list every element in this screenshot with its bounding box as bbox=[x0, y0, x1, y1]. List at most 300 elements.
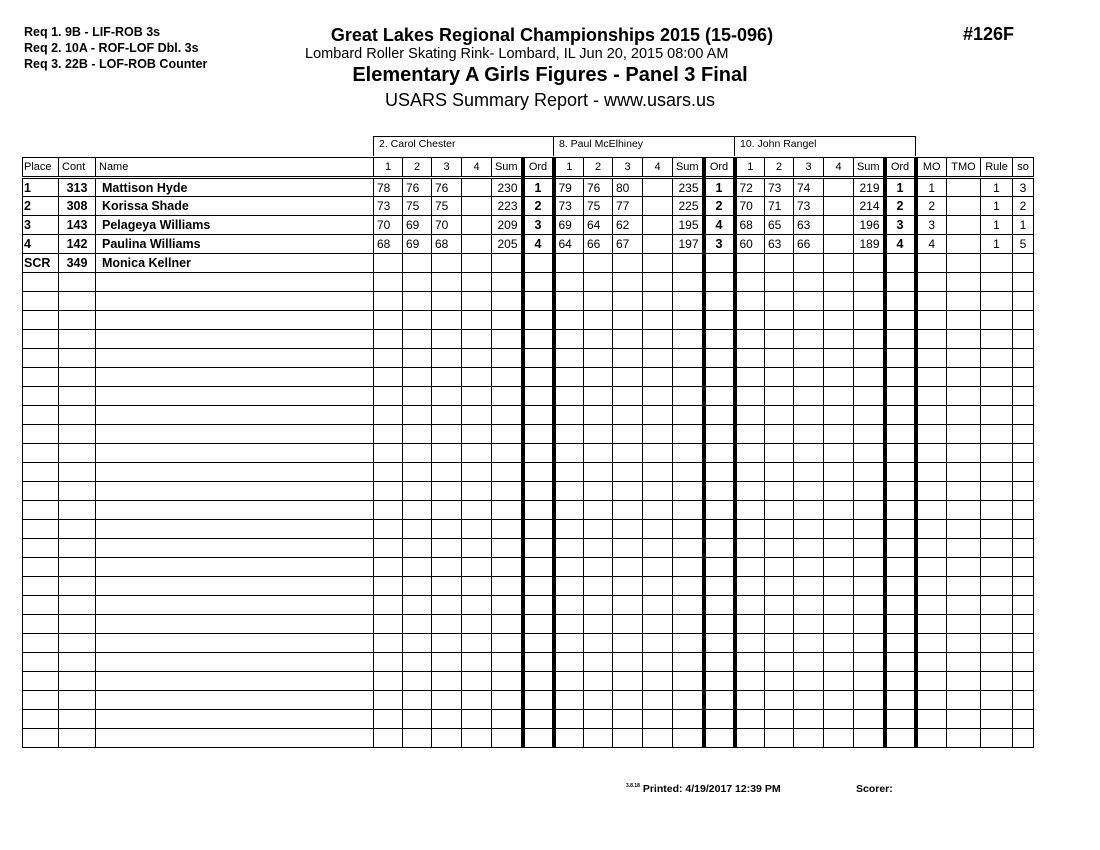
empty-cell bbox=[523, 577, 554, 596]
score-cell: 69 bbox=[554, 216, 584, 235]
score-cell: 63 bbox=[794, 216, 824, 235]
empty-cell bbox=[735, 444, 765, 463]
empty-cell bbox=[981, 691, 1013, 710]
col-j2-ord: Ord bbox=[704, 158, 735, 178]
empty-cell bbox=[492, 672, 523, 691]
empty-cell bbox=[765, 596, 794, 615]
empty-cell bbox=[704, 672, 735, 691]
empty-cell bbox=[613, 672, 643, 691]
empty-cell bbox=[462, 710, 492, 729]
empty-cell bbox=[916, 558, 947, 577]
empty-cell bbox=[643, 615, 673, 634]
empty-cell bbox=[854, 653, 885, 672]
sum-cell: 209 bbox=[492, 216, 523, 235]
table-row bbox=[23, 178, 1034, 197]
empty-cell bbox=[704, 596, 735, 615]
score-cell: 75 bbox=[584, 197, 613, 216]
empty-cell bbox=[374, 273, 403, 292]
empty-cell bbox=[916, 482, 947, 501]
empty-row bbox=[23, 463, 1034, 482]
so-cell: 1 bbox=[1013, 216, 1034, 235]
empty-row bbox=[23, 691, 1034, 710]
empty-cell bbox=[59, 349, 96, 368]
empty-cell bbox=[824, 387, 854, 406]
empty-cell bbox=[584, 501, 613, 520]
empty-cell bbox=[673, 615, 704, 634]
header-row bbox=[23, 158, 1034, 178]
empty-cell bbox=[947, 425, 981, 444]
empty-cell bbox=[854, 710, 885, 729]
empty-cell bbox=[824, 653, 854, 672]
col-j3-fig3: 3 bbox=[794, 158, 824, 178]
empty-cell bbox=[824, 292, 854, 311]
empty-cell bbox=[554, 273, 584, 292]
empty-cell bbox=[794, 653, 824, 672]
empty-cell bbox=[462, 368, 492, 387]
requirement-1: Req 1. 9B - LIF-ROB 3s bbox=[24, 25, 161, 39]
col-j1-ord: Ord bbox=[523, 158, 554, 178]
empty-cell bbox=[765, 330, 794, 349]
col-j2-sum: Sum bbox=[673, 158, 704, 178]
empty-cell bbox=[947, 672, 981, 691]
empty-cell bbox=[23, 596, 59, 615]
col-mo: MO bbox=[916, 158, 947, 178]
empty-cell bbox=[523, 653, 554, 672]
empty-cell bbox=[704, 444, 735, 463]
empty-cell bbox=[794, 330, 824, 349]
empty-cell bbox=[23, 520, 59, 539]
empty-cell bbox=[824, 425, 854, 444]
empty-cell bbox=[854, 387, 885, 406]
ord-cell: 2 bbox=[704, 197, 735, 216]
col-cont: Cont bbox=[59, 158, 96, 178]
empty-cell bbox=[403, 672, 432, 691]
empty-cell bbox=[523, 349, 554, 368]
tmo-cell bbox=[947, 197, 981, 216]
empty-cell bbox=[492, 311, 523, 330]
empty-cell bbox=[885, 311, 916, 330]
empty-cell bbox=[824, 330, 854, 349]
score-cell bbox=[374, 254, 403, 273]
empty-cell bbox=[947, 710, 981, 729]
empty-row bbox=[23, 406, 1034, 425]
empty-cell bbox=[462, 729, 492, 748]
empty-cell bbox=[523, 710, 554, 729]
empty-cell bbox=[554, 368, 584, 387]
empty-cell bbox=[765, 634, 794, 653]
empty-cell bbox=[824, 672, 854, 691]
empty-row bbox=[23, 425, 1034, 444]
empty-cell bbox=[554, 577, 584, 596]
score-cell: 69 bbox=[403, 216, 432, 235]
empty-row bbox=[23, 558, 1034, 577]
empty-cell bbox=[765, 444, 794, 463]
col-j2-fig2: 2 bbox=[584, 158, 613, 178]
empty-cell bbox=[916, 444, 947, 463]
empty-cell bbox=[613, 653, 643, 672]
empty-row bbox=[23, 520, 1034, 539]
empty-cell bbox=[947, 501, 981, 520]
empty-cell bbox=[96, 710, 374, 729]
ord-cell bbox=[523, 254, 554, 273]
empty-cell bbox=[704, 482, 735, 501]
empty-cell bbox=[403, 710, 432, 729]
so-cell: 5 bbox=[1013, 235, 1034, 254]
empty-cell bbox=[462, 615, 492, 634]
empty-cell bbox=[23, 330, 59, 349]
empty-cell bbox=[885, 596, 916, 615]
empty-cell bbox=[374, 729, 403, 748]
score-cell bbox=[735, 254, 765, 273]
empty-cell bbox=[735, 653, 765, 672]
empty-cell bbox=[947, 349, 981, 368]
score-cell: 73 bbox=[765, 178, 794, 197]
empty-cell bbox=[96, 463, 374, 482]
empty-cell bbox=[981, 311, 1013, 330]
empty-cell bbox=[23, 387, 59, 406]
empty-cell bbox=[584, 406, 613, 425]
empty-cell bbox=[885, 425, 916, 444]
ord-cell: 1 bbox=[523, 178, 554, 197]
empty-cell bbox=[765, 672, 794, 691]
empty-cell bbox=[643, 729, 673, 748]
empty-cell bbox=[735, 577, 765, 596]
empty-cell bbox=[403, 387, 432, 406]
score-cell: 73 bbox=[374, 197, 403, 216]
empty-cell bbox=[765, 425, 794, 444]
empty-cell bbox=[403, 539, 432, 558]
empty-cell bbox=[643, 691, 673, 710]
col-j1-sum: Sum bbox=[492, 158, 523, 178]
ord-cell: 3 bbox=[704, 235, 735, 254]
empty-cell bbox=[704, 349, 735, 368]
empty-cell bbox=[554, 596, 584, 615]
empty-cell bbox=[492, 653, 523, 672]
empty-cell bbox=[374, 710, 403, 729]
empty-cell bbox=[523, 558, 554, 577]
ord-cell: 1 bbox=[704, 178, 735, 197]
empty-cell bbox=[96, 691, 374, 710]
empty-cell bbox=[854, 273, 885, 292]
empty-cell bbox=[374, 596, 403, 615]
empty-cell bbox=[492, 387, 523, 406]
empty-row bbox=[23, 577, 1034, 596]
score-cell: 60 bbox=[735, 235, 765, 254]
empty-cell bbox=[584, 672, 613, 691]
empty-cell bbox=[824, 406, 854, 425]
sum-cell: 189 bbox=[854, 235, 885, 254]
sum-cell: 205 bbox=[492, 235, 523, 254]
empty-cell bbox=[523, 330, 554, 349]
empty-cell bbox=[1013, 577, 1034, 596]
score-cell: 74 bbox=[794, 178, 824, 197]
name-cell: Monica Kellner bbox=[96, 254, 374, 273]
empty-cell bbox=[374, 387, 403, 406]
judge-header-1: 2. Carol Chester bbox=[373, 136, 554, 156]
empty-cell bbox=[96, 330, 374, 349]
empty-cell bbox=[916, 368, 947, 387]
empty-cell bbox=[947, 615, 981, 634]
empty-cell bbox=[854, 634, 885, 653]
score-cell: 76 bbox=[432, 178, 462, 197]
empty-cell bbox=[735, 387, 765, 406]
empty-cell bbox=[885, 463, 916, 482]
empty-cell bbox=[735, 539, 765, 558]
empty-cell bbox=[374, 634, 403, 653]
sum-cell: 219 bbox=[854, 178, 885, 197]
empty-cell bbox=[554, 311, 584, 330]
empty-cell bbox=[854, 691, 885, 710]
empty-cell bbox=[403, 482, 432, 501]
empty-cell bbox=[23, 482, 59, 501]
mo-cell: 1 bbox=[916, 178, 947, 197]
empty-cell bbox=[1013, 539, 1034, 558]
empty-cell bbox=[432, 615, 462, 634]
empty-cell bbox=[492, 463, 523, 482]
empty-cell bbox=[1013, 311, 1034, 330]
empty-cell bbox=[584, 691, 613, 710]
empty-cell bbox=[613, 729, 643, 748]
venue-line: Lombard Roller Skating Rink- Lombard, IL Jun 20, 2015 08:00 AM bbox=[305, 46, 729, 62]
cont-cell: 142 bbox=[59, 235, 96, 254]
empty-cell bbox=[794, 311, 824, 330]
empty-cell bbox=[403, 634, 432, 653]
empty-cell bbox=[584, 634, 613, 653]
empty-cell bbox=[735, 634, 765, 653]
empty-cell bbox=[96, 672, 374, 691]
empty-cell bbox=[673, 577, 704, 596]
tmo-cell bbox=[947, 235, 981, 254]
score-cell: 76 bbox=[584, 178, 613, 197]
empty-cell bbox=[643, 501, 673, 520]
empty-cell bbox=[981, 273, 1013, 292]
empty-cell bbox=[96, 387, 374, 406]
empty-cell bbox=[59, 653, 96, 672]
empty-cell bbox=[735, 501, 765, 520]
empty-cell bbox=[584, 292, 613, 311]
empty-cell bbox=[432, 520, 462, 539]
empty-cell bbox=[643, 387, 673, 406]
empty-cell bbox=[854, 444, 885, 463]
empty-cell bbox=[735, 406, 765, 425]
empty-cell bbox=[947, 311, 981, 330]
empty-cell bbox=[947, 653, 981, 672]
score-cell bbox=[462, 197, 492, 216]
empty-cell bbox=[1013, 653, 1034, 672]
empty-cell bbox=[462, 273, 492, 292]
empty-cell bbox=[643, 672, 673, 691]
score-cell: 63 bbox=[765, 235, 794, 254]
empty-cell bbox=[523, 596, 554, 615]
empty-cell bbox=[885, 710, 916, 729]
ord-cell: 2 bbox=[885, 197, 916, 216]
empty-cell bbox=[403, 349, 432, 368]
empty-row bbox=[23, 444, 1034, 463]
col-place: Place bbox=[23, 158, 59, 178]
empty-cell bbox=[947, 596, 981, 615]
empty-cell bbox=[23, 691, 59, 710]
empty-cell bbox=[947, 634, 981, 653]
empty-cell bbox=[554, 387, 584, 406]
empty-cell bbox=[432, 539, 462, 558]
empty-cell bbox=[981, 406, 1013, 425]
empty-cell bbox=[403, 330, 432, 349]
empty-cell bbox=[1013, 729, 1034, 748]
empty-row bbox=[23, 615, 1034, 634]
empty-cell bbox=[96, 425, 374, 444]
requirement-2: Req 2. 10A - ROF-LOF Dbl. 3s bbox=[24, 41, 199, 55]
empty-cell bbox=[794, 577, 824, 596]
empty-cell bbox=[885, 520, 916, 539]
empty-cell bbox=[492, 634, 523, 653]
empty-cell bbox=[96, 406, 374, 425]
empty-cell bbox=[916, 615, 947, 634]
empty-cell bbox=[492, 406, 523, 425]
empty-cell bbox=[854, 672, 885, 691]
empty-cell bbox=[584, 596, 613, 615]
empty-cell bbox=[885, 368, 916, 387]
mo-cell: 2 bbox=[916, 197, 947, 216]
so-cell bbox=[1013, 254, 1034, 273]
empty-cell bbox=[794, 444, 824, 463]
empty-cell bbox=[59, 501, 96, 520]
empty-cell bbox=[23, 710, 59, 729]
empty-cell bbox=[23, 349, 59, 368]
empty-row bbox=[23, 311, 1034, 330]
ord-cell: 3 bbox=[885, 216, 916, 235]
col-rule: Rule bbox=[981, 158, 1013, 178]
empty-cell bbox=[824, 634, 854, 653]
empty-cell bbox=[432, 672, 462, 691]
empty-cell bbox=[794, 615, 824, 634]
empty-cell bbox=[643, 577, 673, 596]
empty-cell bbox=[765, 463, 794, 482]
empty-row bbox=[23, 368, 1034, 387]
empty-cell bbox=[403, 368, 432, 387]
empty-cell bbox=[1013, 273, 1034, 292]
score-cell bbox=[824, 197, 854, 216]
empty-cell bbox=[432, 691, 462, 710]
empty-cell bbox=[794, 482, 824, 501]
score-cell: 66 bbox=[794, 235, 824, 254]
empty-cell bbox=[735, 330, 765, 349]
empty-cell bbox=[704, 501, 735, 520]
empty-cell bbox=[523, 501, 554, 520]
empty-cell bbox=[794, 691, 824, 710]
empty-cell bbox=[374, 330, 403, 349]
empty-cell bbox=[59, 463, 96, 482]
empty-cell bbox=[584, 482, 613, 501]
empty-cell bbox=[374, 615, 403, 634]
empty-cell bbox=[673, 653, 704, 672]
score-cell bbox=[643, 235, 673, 254]
empty-cell bbox=[374, 368, 403, 387]
empty-cell bbox=[704, 368, 735, 387]
empty-cell bbox=[374, 311, 403, 330]
empty-cell bbox=[23, 406, 59, 425]
score-cell bbox=[824, 178, 854, 197]
empty-cell bbox=[981, 615, 1013, 634]
empty-cell bbox=[59, 387, 96, 406]
empty-row bbox=[23, 292, 1034, 311]
empty-cell bbox=[523, 273, 554, 292]
empty-cell bbox=[432, 444, 462, 463]
empty-cell bbox=[916, 292, 947, 311]
empty-row bbox=[23, 729, 1034, 748]
empty-cell bbox=[643, 520, 673, 539]
ord-cell: 4 bbox=[704, 216, 735, 235]
sum-cell: 235 bbox=[673, 178, 704, 197]
empty-cell bbox=[735, 596, 765, 615]
empty-cell bbox=[765, 729, 794, 748]
judge-header-2: 8. Paul McElhiney bbox=[553, 136, 735, 156]
empty-cell bbox=[885, 501, 916, 520]
empty-cell bbox=[584, 330, 613, 349]
empty-cell bbox=[523, 406, 554, 425]
empty-cell bbox=[885, 330, 916, 349]
empty-cell bbox=[523, 539, 554, 558]
empty-cell bbox=[374, 444, 403, 463]
empty-cell bbox=[613, 292, 643, 311]
empty-cell bbox=[374, 539, 403, 558]
empty-row bbox=[23, 653, 1034, 672]
empty-cell bbox=[643, 311, 673, 330]
empty-cell bbox=[765, 577, 794, 596]
empty-cell bbox=[885, 672, 916, 691]
score-cell: 67 bbox=[613, 235, 643, 254]
empty-cell bbox=[1013, 292, 1034, 311]
empty-cell bbox=[854, 596, 885, 615]
empty-cell bbox=[735, 672, 765, 691]
score-cell: 70 bbox=[432, 216, 462, 235]
empty-cell bbox=[947, 729, 981, 748]
empty-cell bbox=[462, 520, 492, 539]
empty-cell bbox=[23, 292, 59, 311]
empty-cell bbox=[584, 273, 613, 292]
empty-cell bbox=[462, 539, 492, 558]
empty-cell bbox=[824, 463, 854, 482]
empty-cell bbox=[885, 406, 916, 425]
empty-cell bbox=[1013, 387, 1034, 406]
empty-cell bbox=[462, 425, 492, 444]
tmo-cell bbox=[947, 178, 981, 197]
score-cell bbox=[643, 197, 673, 216]
empty-cell bbox=[492, 349, 523, 368]
empty-cell bbox=[1013, 425, 1034, 444]
empty-cell bbox=[462, 387, 492, 406]
so-cell: 2 bbox=[1013, 197, 1034, 216]
empty-cell bbox=[59, 425, 96, 444]
empty-cell bbox=[735, 729, 765, 748]
empty-cell bbox=[403, 425, 432, 444]
empty-cell bbox=[1013, 558, 1034, 577]
empty-cell bbox=[523, 444, 554, 463]
empty-cell bbox=[523, 691, 554, 710]
empty-cell bbox=[613, 596, 643, 615]
printed-line bbox=[626, 783, 781, 795]
empty-cell bbox=[374, 349, 403, 368]
empty-cell bbox=[96, 596, 374, 615]
results-table bbox=[22, 157, 1034, 748]
empty-cell bbox=[916, 691, 947, 710]
empty-cell bbox=[1013, 406, 1034, 425]
empty-cell bbox=[403, 577, 432, 596]
empty-cell bbox=[432, 311, 462, 330]
place-cell: 2 bbox=[23, 197, 59, 216]
table-row bbox=[23, 216, 1034, 235]
empty-cell bbox=[554, 482, 584, 501]
empty-cell bbox=[824, 710, 854, 729]
